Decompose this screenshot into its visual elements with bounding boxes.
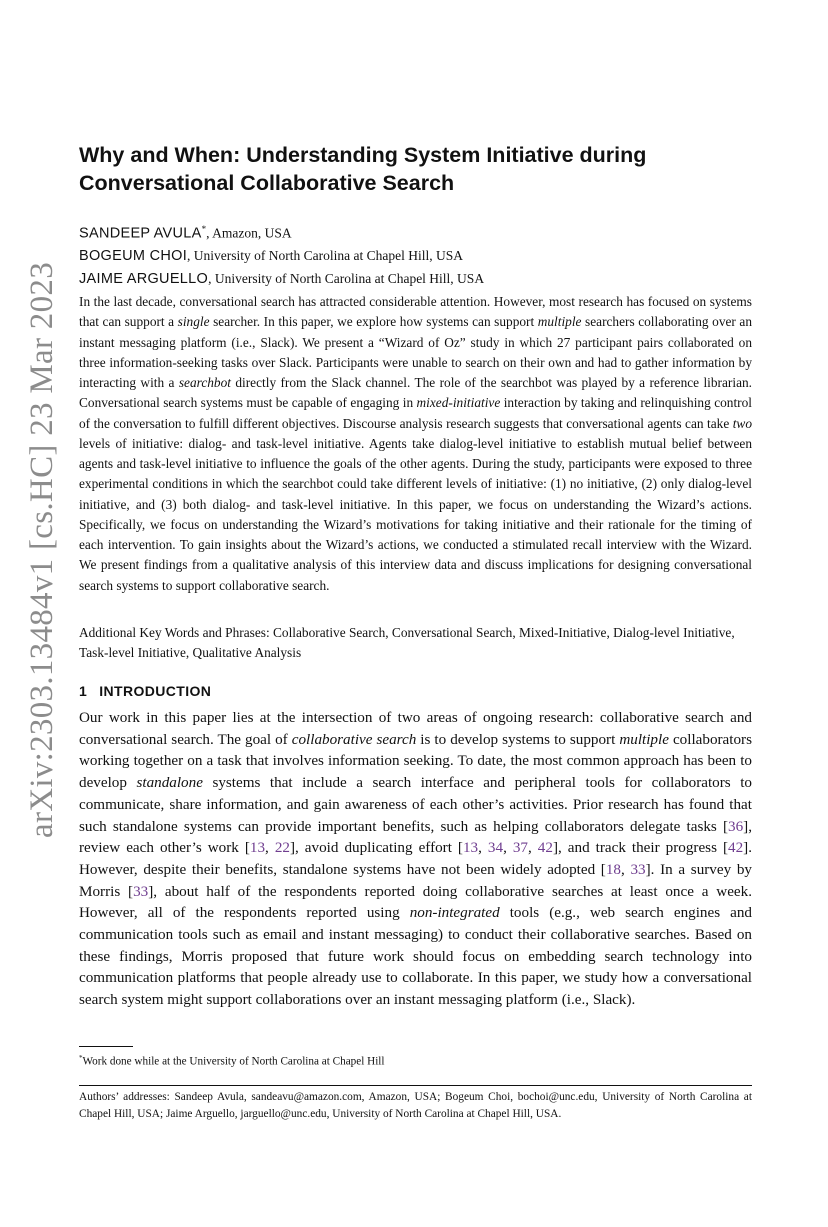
- body-text: is to develop systems to support: [416, 730, 620, 748]
- footnote-mark: *: [79, 1054, 83, 1062]
- abstract-text: searcher. In this paper, we explore how systems can support: [209, 314, 538, 330]
- author-2: [79, 245, 769, 268]
- citation-link[interactable]: 42: [728, 839, 744, 857]
- author-name: SANDEEP AVULA: [79, 225, 202, 242]
- body-text: ], about half of the respondents reported doing collaborative searches at least once a week. However, all of the respondents reported using: [79, 882, 752, 922]
- addresses-divider: [79, 1085, 752, 1086]
- author-list: [79, 219, 769, 290]
- abstract-text: searchers collaborating over an instant messaging platform (i.e., Slack). We present a “Wizard of Oz” study in which 27 participant pairs collaborated on three information-seeking tasks over Slack. Participants were unable to search on their own and had to gather information by interacting with a: [79, 314, 752, 390]
- footnote-divider: [79, 1046, 133, 1047]
- body-text: tools (e.g., web search engines and communication tools such as email and instant messaging) to conduct their collaborative searches. Based on these findings, Morris proposed that future work should focus on embedding search technology into communication platforms that people already use to collaborate. In this paper, we study how a conversational search system might support collaborations over an instant messaging platform (i.e., Slack).: [79, 904, 752, 1009]
- body-text: ]. In a survey by Morris [: [79, 860, 752, 900]
- abstract-emphasis: two: [732, 415, 752, 431]
- citation-link[interactable]: 13: [249, 839, 266, 857]
- citation-link[interactable]: 42: [537, 839, 553, 857]
- body-text: ], and track their progress [: [552, 839, 729, 857]
- author-name: BOGEUM CHOI: [79, 248, 188, 264]
- citation-link[interactable]: 33: [133, 882, 149, 900]
- citation-link[interactable]: 34: [487, 839, 504, 857]
- author-affiliation: , Amazon, USA: [206, 225, 292, 241]
- body-text: ,: [478, 839, 488, 857]
- body-text: ], review each other’s work [: [79, 817, 752, 857]
- citation-link[interactable]: 13: [462, 839, 479, 857]
- abstract-emphasis: multiple: [537, 314, 582, 330]
- body-text: collaborators working together on a task that involves information seeking. To date, the most common approach has been to develop: [79, 730, 752, 792]
- abstract: [79, 292, 752, 596]
- citation-link[interactable]: 33: [630, 860, 646, 878]
- section-number: 1: [79, 683, 88, 699]
- body-emphasis: standalone: [136, 774, 203, 792]
- abstract-text: levels of initiative: dialog- and task-level initiative. Agents take dialog-level initiative to establish mutual belief between agents and task-level initiative to influence the goals of the other agents. During the study, participants were exposed to three experimental conditions in which the searchbot could take different levels of initiative: (1) no initiative, (2) only dialog-level initiative, and (3) both dialog- and task-level initiative. In this paper, we focus on understanding the Wizard’s actions. Specifically, we focus on understanding the Wizard’s motivations for taking initiative and their rationale for the timing of each intervention. To gain insights about the Wizard’s actions, we conducted a stimulated recall interview with the Wizard. We present findings from a qualitative analysis of this interview data and discuss implications for designing conversational search systems to support collaborative search.: [79, 435, 752, 593]
- abstract-text: directly from the Slack channel. The role of the searchbot was played by a reference librarian. Conversational search systems must be capable of engaging in: [79, 375, 753, 411]
- body-text: ], avoid duplicating effort [: [289, 839, 463, 857]
- body-text: ,: [265, 839, 275, 857]
- body-emphasis: collaborative search: [291, 730, 417, 748]
- abstract-emphasis: mixed-initiative: [416, 395, 501, 411]
- paper-title: [79, 141, 769, 197]
- body-text: ]. However, despite their benefits, standalone systems have not been widely adopted [: [79, 839, 752, 878]
- introduction-paragraph: [79, 707, 752, 1011]
- section-title: INTRODUCTION: [99, 683, 212, 699]
- abstract-emphasis: single: [177, 314, 210, 330]
- abstract-emphasis: searchbot: [178, 375, 231, 390]
- author-3: [79, 268, 769, 291]
- author-footnote-mark: *: [201, 224, 207, 234]
- author-1: [79, 219, 769, 245]
- author-addresses: Authors’ addresses: Sandeep Avula, sandeavu@amazon.com, Amazon, USA; Bogeum Choi, bochoi@unc.edu, University of North Carolina at Chapel Hill, USA; Jaime Arguello, jarguello@unc.edu, University of North Carolina at Chapel Hill, USA.: [79, 1091, 752, 1120]
- body-emphasis: multiple: [619, 730, 669, 748]
- abstract-text: In the last decade, conversational search has attracted considerable attention. However, most research has focused on systems that can support a: [79, 294, 752, 330]
- citation-link[interactable]: 22: [274, 839, 290, 857]
- keywords: Additional Key Words and Phrases: Collaborative Search, Conversational Search, Mixed-Initiative, Dialog-level Initiative, Task-level Initiative, Qualitative Analysis: [79, 625, 735, 661]
- title-line-2: Conversational Collaborative Search: [79, 171, 455, 195]
- title-line-1: Why and When: Understanding System Initiative during: [79, 143, 647, 167]
- body-text: ,: [503, 839, 513, 857]
- citation-link[interactable]: 18: [605, 860, 621, 878]
- body-text: Our work in this paper lies at the intersection of two areas of ongoing research: collaborative search and conversational search. The goal of: [79, 709, 752, 748]
- abstract-text: interaction by taking and relinquishing control of the conversation to fulfill different objectives. Discourse analysis research suggests that conversational agents can take: [79, 395, 752, 431]
- body-emphasis: non-integrated: [409, 904, 500, 922]
- author-name: JAIME ARGUELLO: [79, 270, 209, 287]
- body-text: ,: [621, 860, 631, 878]
- arxiv-identifier: arXiv:2303.13484v1 [cs.HC] 23 Mar 2023: [24, 262, 60, 838]
- body-text: systems that include a search interface and peripheral tools for collaborators to communicate, share information, and gain awareness of each other’s activities. Prior research has found that such standalone systems can provide important benefits, such as helping collaborators delegate tasks [: [79, 774, 752, 835]
- author-affiliation: , University of North Carolina at Chapel Hill, USA: [208, 270, 485, 286]
- section-heading-introduction: [79, 681, 211, 701]
- footnote-text: Work done while at the University of North Carolina at Chapel Hill: [82, 1055, 385, 1068]
- author-affiliation: , University of North Carolina at Chapel Hill, USA: [187, 248, 463, 263]
- citation-link[interactable]: 36: [728, 817, 744, 835]
- footnote: [79, 1050, 752, 1070]
- citation-link[interactable]: 37: [512, 839, 528, 857]
- body-text: ,: [528, 839, 538, 857]
